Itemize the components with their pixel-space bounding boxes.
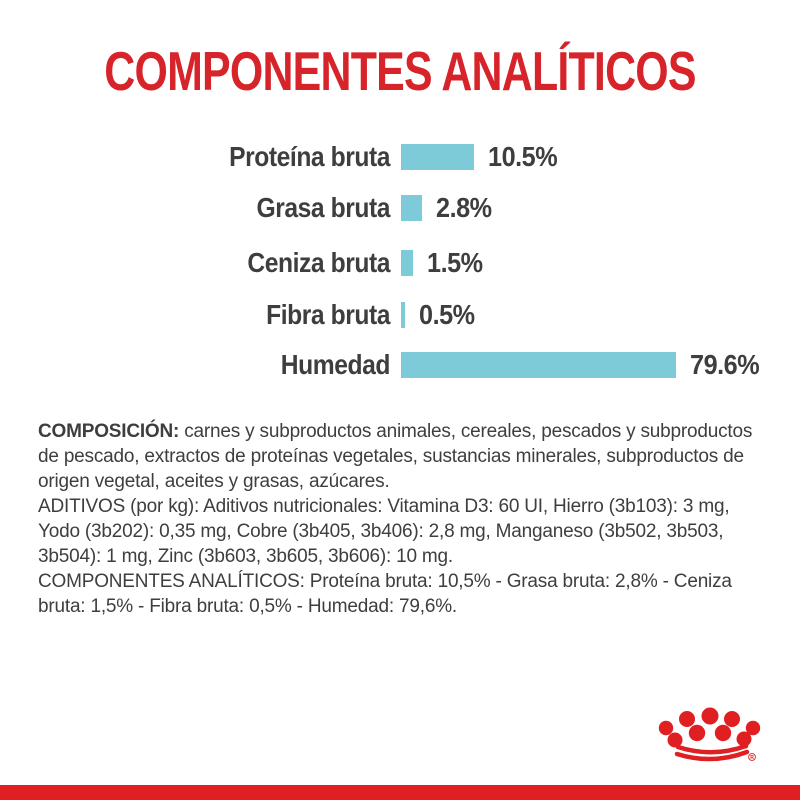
page-title: COMPONENTES ANALÍTICOS	[104, 40, 696, 102]
chart-row-ceniza	[0, 248, 489, 278]
bar-value: 10.5%	[488, 141, 558, 172]
chart-row-fibra	[0, 300, 481, 330]
additives-paragraph: ADITIVOS (por kg): Aditivos nutricionales: Vitamina D3: 60 UI, Hierro (3b103): 3 mg, Yodo (3b202): 0,35 mg, Cobre (3b405, 3b406): 2,8 mg, Manganeso (3b502, 3b503, 3b504): 1 mg, Zinc (3b603, 3b605, 3b606): 10 mg.	[38, 496, 730, 567]
bar-fibra	[401, 302, 405, 328]
bar-label: Ceniza bruta	[247, 247, 390, 278]
composition-paragraph	[38, 419, 766, 494]
chart-row-humedad	[0, 350, 767, 380]
bar-label: Fibra bruta	[266, 299, 390, 330]
bar-humedad	[401, 352, 676, 378]
bar-label: Proteína bruta	[229, 141, 390, 172]
bar-ceniza	[401, 250, 413, 276]
legal-text-block	[38, 419, 766, 619]
bar-value: 1.5%	[427, 247, 483, 278]
bar-value: 0.5%	[419, 299, 475, 330]
chart-row-proteina	[0, 142, 565, 172]
bar-proteina	[401, 144, 474, 170]
composition-lead: COMPOSICIÓN:	[38, 421, 180, 442]
composition-body: carnes y subproductos animales, cereales, pescados y subproductos de pescado, extractos de proteínas vegetales, sustancias minerales, subproductos de origen vegetal, aceites y grasas, azúcares.	[38, 421, 753, 492]
bar-label: Humedad	[280, 349, 390, 380]
chart-row-grasa	[0, 193, 498, 223]
svg-text:R: R	[750, 755, 754, 761]
bar-value: 2.8%	[436, 192, 492, 223]
bar-label: Grasa bruta	[256, 192, 390, 223]
bar-grasa	[401, 195, 422, 221]
analytical-paragraph: COMPONENTES ANALÍTICOS: Proteína bruta: 10,5% - Grasa bruta: 2,8% - Ceniza bruta: 1,5% - Fibra bruta: 0,5% - Humedad: 79,6%.	[38, 571, 732, 617]
registered-mark-icon	[749, 754, 756, 761]
bar-value: 79.6%	[690, 349, 760, 380]
royal-canin-crown-icon	[650, 695, 780, 780]
bottom-red-bar	[0, 785, 800, 800]
